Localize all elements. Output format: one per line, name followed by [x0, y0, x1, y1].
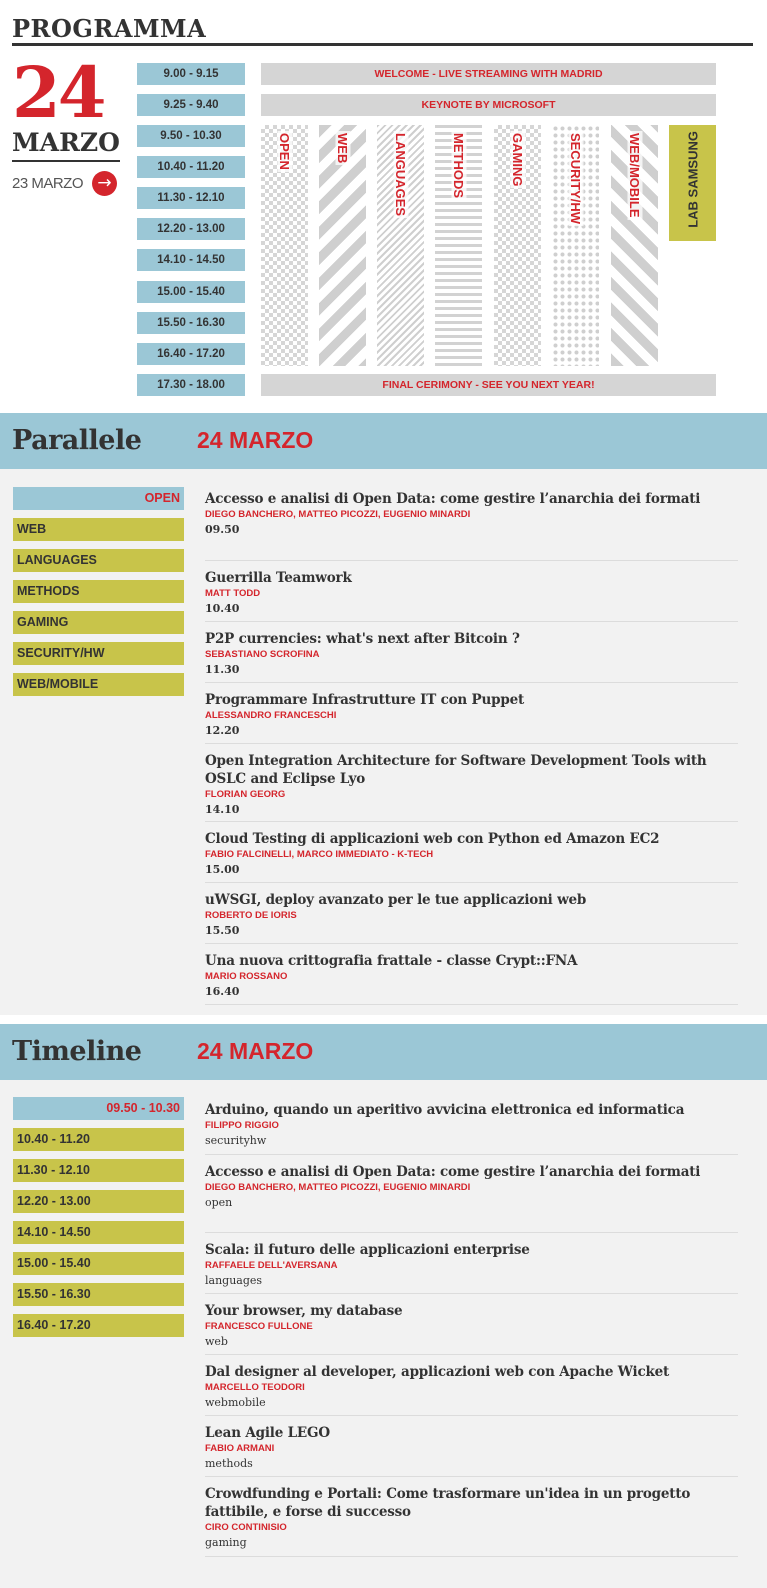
talk-speakers: FILIPPO RIGGIO: [205, 1120, 279, 1131]
track-label: LANGUAGES: [393, 133, 408, 217]
talk-title[interactable]: Arduino, quando un aperitivo avvicina elettronica ed informatica: [205, 1102, 685, 1118]
talk-track: web: [205, 1335, 228, 1348]
talk-item[interactable]: [205, 490, 738, 561]
talk-title[interactable]: Guerrilla Teamwork: [205, 570, 352, 586]
talk-speakers: RAFFAELE DELL'AVERSANA: [205, 1260, 338, 1271]
talk-speakers: FABIO ARMANI: [205, 1443, 275, 1454]
track-lab-samsung[interactable]: [669, 125, 716, 241]
talk-title[interactable]: Accesso e analisi di Open Data: come gestire l’anarchia dei formati: [205, 491, 701, 507]
talk-item[interactable]: [205, 1355, 738, 1416]
slot-8: 15.50 - 16.30: [137, 312, 245, 334]
talk-track: securityhw: [205, 1134, 267, 1147]
keynote-bar[interactable]: KEYNOTE BY MICROSOFT: [261, 94, 716, 116]
filter-gaming[interactable]: GAMING: [13, 611, 184, 634]
day-number: 24: [12, 51, 104, 134]
timeline-section: [0, 1024, 767, 1588]
other-day-link[interactable]: 23 MARZO: [12, 175, 84, 192]
slot-5: 12.20 - 13.00: [137, 218, 245, 240]
filter-slot-7[interactable]: 16.40 - 17.20: [13, 1314, 184, 1337]
timeline-title: Timeline: [12, 1036, 142, 1067]
slot-4: 11.30 - 12.10: [137, 187, 245, 209]
filter-slot-5[interactable]: 15.00 - 15.40: [13, 1252, 184, 1275]
talk-item[interactable]: [205, 822, 738, 883]
talk-speakers: DIEGO BANCHERO, MATTEO PICOZZI, EUGENIO MINARDI: [205, 1182, 471, 1193]
track-gaming[interactable]: [494, 125, 541, 366]
talk-speakers: DIEGO BANCHERO, MATTEO PICOZZI, EUGENIO MINARDI: [205, 509, 471, 520]
talk-speakers: FRANCESCO FULLONE: [205, 1321, 313, 1332]
talk-speakers: CIRO CONTINISIO: [205, 1522, 287, 1533]
talk-time: 11.30: [205, 663, 240, 676]
track-security-hw[interactable]: [552, 125, 599, 366]
timeline-date: 24 MARZO: [197, 1038, 314, 1064]
talk-speakers: ROBERTO DE IORIS: [205, 910, 297, 921]
parallele-date: 24 MARZO: [197, 427, 314, 453]
track-label: WEB/MOBILE: [627, 133, 642, 218]
talk-time: 09.50: [205, 523, 240, 536]
talk-speakers: SEBASTIANO SCROFINA: [205, 649, 320, 660]
talk-time: 15.00: [205, 863, 240, 876]
slot-1: 9.25 - 9.40: [137, 94, 245, 116]
talk-item[interactable]: [205, 1233, 738, 1294]
talk-item[interactable]: [205, 744, 738, 822]
slot-2: 9.50 - 10.30: [137, 125, 245, 147]
talk-track: languages: [205, 1274, 263, 1287]
track-languages[interactable]: [377, 125, 424, 366]
filter-slot-6[interactable]: 15.50 - 16.30: [13, 1283, 184, 1306]
talk-title[interactable]: Crowdfunding e Portali: Come trasformare un'idea in un progetto fattibile, e forse di successo: [205, 1486, 691, 1520]
talk-speakers: MARCELLO TEODORI: [205, 1382, 305, 1393]
talk-time: 14.10: [205, 803, 240, 816]
talk-item[interactable]: [205, 1155, 738, 1233]
welcome-bar[interactable]: WELCOME - LIVE STREAMING WITH MADRID: [261, 63, 716, 85]
track-label: GAMING: [510, 133, 525, 187]
talk-item[interactable]: [205, 1101, 738, 1155]
talk-item[interactable]: [205, 1294, 738, 1355]
filter-languages[interactable]: LANGUAGES: [13, 549, 184, 572]
filter-web-mobile[interactable]: WEB/MOBILE: [13, 673, 184, 696]
talk-speakers: ALESSANDRO FRANCESCHI: [205, 710, 337, 721]
talk-item[interactable]: [205, 622, 738, 683]
talk-speakers: MATT TODD: [205, 588, 261, 599]
filter-security-hw[interactable]: SECURITY/HW: [13, 642, 184, 665]
talk-track: gaming: [205, 1536, 247, 1549]
filter-slot-1[interactable]: 10.40 - 11.20: [13, 1128, 184, 1151]
slot-0: 9.00 - 9.15: [137, 63, 245, 85]
slot-10: 17.30 - 18.00: [137, 374, 245, 396]
track-open[interactable]: [261, 125, 308, 366]
slot-9: 16.40 - 17.20: [137, 343, 245, 365]
talk-title[interactable]: Scala: il futuro delle applicazioni enterprise: [205, 1242, 530, 1258]
talk-track: methods: [205, 1457, 253, 1470]
final-bar[interactable]: FINAL CERIMONY - SEE YOU NEXT YEAR!: [261, 374, 716, 396]
talk-item[interactable]: [205, 1416, 738, 1477]
talk-title[interactable]: P2P currencies: what's next after Bitcoin ?: [205, 631, 520, 647]
track-label: WEB: [335, 133, 350, 164]
day-divider: [12, 160, 120, 162]
parallele-title: Parallele: [12, 425, 142, 456]
track-label: SECURITY/HW: [568, 133, 583, 224]
timeline-header: [0, 1024, 767, 1080]
talk-time: 15.50: [205, 924, 240, 937]
talk-title[interactable]: Cloud Testing di applicazioni web con Python ed Amazon EC2: [205, 831, 660, 847]
filter-slot-2[interactable]: 11.30 - 12.10: [13, 1159, 184, 1182]
talk-track: open: [205, 1196, 233, 1209]
track-label: METHODS: [451, 133, 466, 198]
talk-title[interactable]: Una nuova crittografia frattale - classe Crypt::FNA: [205, 953, 578, 969]
filter-slot-3[interactable]: 12.20 - 13.00: [13, 1190, 184, 1213]
talk-track: webmobile: [205, 1396, 266, 1409]
talk-time: 12.20: [205, 724, 240, 737]
talk-speakers: MARIO ROSSANO: [205, 971, 288, 982]
parallele-header: [0, 413, 767, 469]
talk-title[interactable]: Dal designer al developer, applicazioni web con Apache Wicket: [205, 1364, 670, 1380]
talk-title[interactable]: Programmare Infrastrutture IT con Puppet: [205, 692, 525, 708]
talk-speakers: FABIO FALCINELLI, MARCO IMMEDIATO - K-TECH: [205, 849, 434, 860]
timeline-talk-list: [205, 1101, 738, 1557]
filter-methods[interactable]: METHODS: [13, 580, 184, 603]
filter-slot-4[interactable]: 14.10 - 14.50: [13, 1221, 184, 1244]
slot-3: 10.40 - 11.20: [137, 156, 245, 178]
filter-web[interactable]: WEB: [13, 518, 184, 541]
talk-title[interactable]: Open Integration Architecture for Software Development Tools with OSLC and Eclipse Lyo: [205, 753, 707, 787]
talk-item[interactable]: [205, 883, 738, 944]
talk-speakers: FLORIAN GEORG: [205, 789, 286, 800]
programma-title: PROGRAMMA: [12, 14, 207, 43]
talk-time: 10.40: [205, 602, 240, 615]
talk-item[interactable]: [205, 944, 738, 1005]
track-label: OPEN: [277, 133, 292, 170]
talk-title[interactable]: uWSGI, deploy avanzato per le tue applicazioni web: [205, 892, 587, 908]
arrow-right-icon[interactable]: →: [92, 171, 117, 196]
talk-title[interactable]: Your browser, my database: [205, 1303, 403, 1319]
track-label: LAB SAMSUNG: [685, 131, 700, 228]
filter-open[interactable]: OPEN: [13, 487, 184, 510]
programma-divider: [12, 43, 753, 46]
slot-7: 15.00 - 15.40: [137, 281, 245, 303]
slot-6: 14.10 - 14.50: [137, 249, 245, 271]
talk-time: 16.40: [205, 985, 240, 998]
talk-title[interactable]: Lean Agile LEGO: [205, 1425, 330, 1441]
talk-title[interactable]: Accesso e analisi di Open Data: come gestire l’anarchia dei formati: [205, 1164, 701, 1180]
talk-item[interactable]: [205, 1477, 738, 1557]
track-methods[interactable]: [435, 125, 482, 366]
day-month: MARZO: [12, 128, 120, 157]
track-web[interactable]: [319, 125, 366, 366]
parallele-talk-list: [205, 490, 738, 1005]
track-web-mobile[interactable]: [611, 125, 658, 366]
filter-slot-0[interactable]: 09.50 - 10.30: [13, 1097, 184, 1120]
parallele-section: [0, 413, 767, 1015]
talk-item[interactable]: [205, 561, 738, 622]
talk-item[interactable]: [205, 683, 738, 744]
